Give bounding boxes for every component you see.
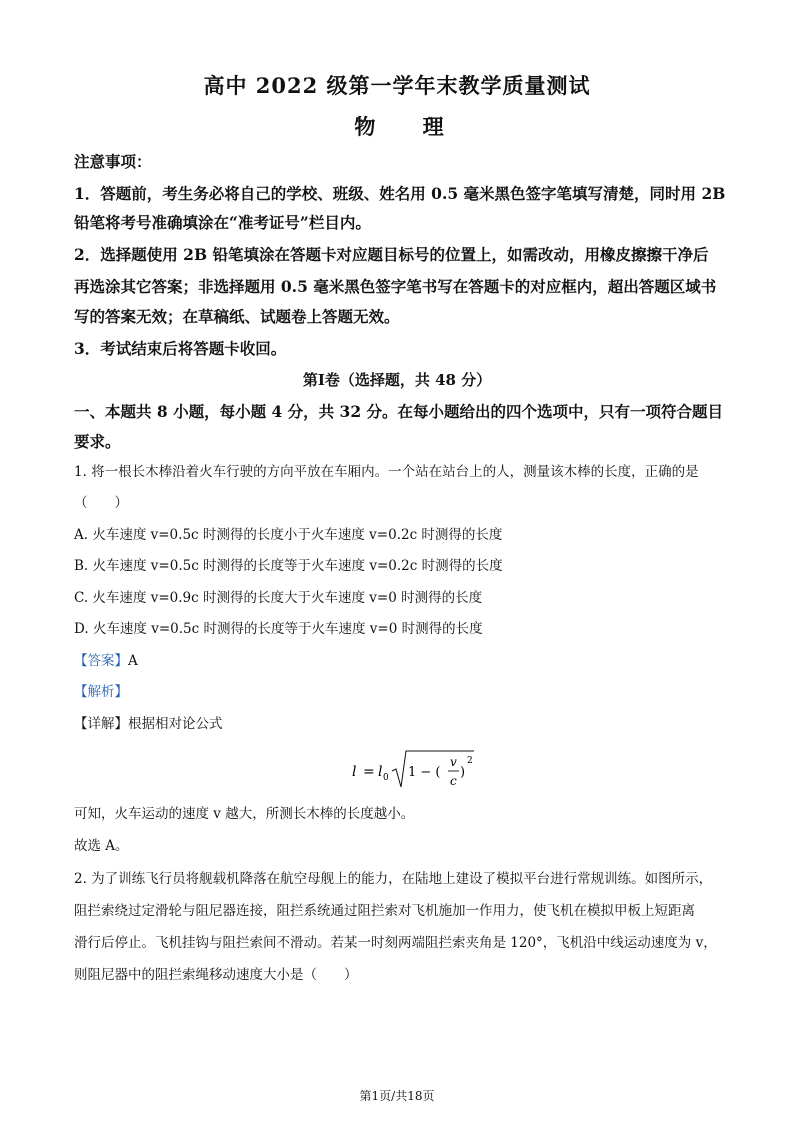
- q1-stem-bracket: （ ）: [74, 495, 128, 511]
- answer-label: 【答案】: [74, 653, 128, 669]
- answer-value: A: [128, 653, 138, 669]
- notes-heading: 注意事项：: [74, 152, 152, 171]
- formula-v: v: [450, 755, 457, 769]
- formula-equals: =: [363, 764, 375, 780]
- q2-line: 2. 为了训练飞行员将舰载机降落在航空母舰上的能力，在陆地上建设了模拟平台进行常规训练。如图所示，: [74, 871, 713, 887]
- page-footer: 第1页/共18页: [359, 1089, 435, 1103]
- q1-answer: [74, 652, 734, 670]
- subject-title: 物 理: [354, 114, 464, 139]
- note-line: 2．选择题使用 2B 铅笔填涂在答题卡对应题目标号的位置上，如需改动，用橡皮擦擦干净后: [74, 245, 709, 264]
- q1-option-a: A. 火车速度 v=0.5c 时测得的长度小于火车速度 v=0.2c 时测得的长度: [74, 527, 503, 543]
- detail-label: 【详解】: [74, 716, 128, 732]
- section-heading: 第Ⅰ卷（选择题，共 48 分）: [302, 371, 492, 389]
- formula-l0: l: [378, 764, 383, 780]
- detail-text: 根据相对论公式: [128, 716, 223, 732]
- q1-option-d: D. 火车速度 v=0.5c 时测得的长度等于火车速度 v=0 时测得的长度: [74, 621, 483, 637]
- formula-square: 2: [467, 756, 473, 766]
- note-line: 再选涂其它答案；非选择题用 0.5 毫米黑色签字笔书写在答题卡的对应框内，超出答题区域书: [74, 277, 717, 296]
- q1-stem: 1. 将一根长木棒沿着火车行驶的方向平放在车厢内。一个站在站台上的人，测量该木棒的长度，正确的是: [74, 464, 699, 480]
- q1-option-c: C. 火车速度 v=0.9c 时测得的长度大于火车速度 v=0 时测得的长度: [74, 590, 483, 606]
- q2-line: 阻拦索绕过定滑轮与阻尼器连接，阻拦系统通过阻拦索对飞机施加一作用力，使飞机在模拟甲板上短距离: [74, 903, 695, 919]
- q1-detail: [74, 715, 734, 733]
- formula-close-paren: ): [460, 765, 466, 780]
- note-line: 铅笔将考号准确填涂在“准考证号”栏目内。: [74, 213, 371, 232]
- formula-one-minus: 1 − (: [408, 765, 441, 780]
- part-intro-line: 要求。: [74, 432, 121, 451]
- note-line: 写的答案无效；在草稿纸、试题卷上答题无效。: [74, 307, 400, 326]
- q2-line: 滑行后停止。飞机挂钩与阻拦索间不滑动。若某一时刻两端阻拦索夹角是 120°，飞机沿中线运动速度为 v，: [74, 935, 717, 951]
- q2-line: 则阻尼器中的阻拦索绳移动速度大小是（ ）: [74, 967, 358, 983]
- analysis-label: 【解析】: [74, 684, 128, 700]
- q1-analysis: [74, 683, 734, 701]
- q1-option-b: B. 火车速度 v=0.5c 时测得的长度等于火车速度 v=0.2c 时测得的长度: [74, 558, 503, 574]
- exam-title: 高中 2022 级第一学年末教学质量测试: [203, 73, 591, 98]
- q1-conclusion: 可知，火车运动的速度 v 越大，所测长木棒的长度越小。: [74, 806, 415, 822]
- formula-subscript-0: 0: [383, 773, 389, 783]
- note-line: 3．考试结束后将答题卡收回。: [74, 339, 287, 358]
- part-intro-line: 一、本题共 8 小题，每小题 4 分，共 32 分。在每小题给出的四个选项中，只有一项符合题目: [74, 402, 724, 421]
- q1-choice: 故选 A。: [74, 838, 129, 854]
- relativity-length-formula: [350, 745, 490, 795]
- formula-c: c: [450, 774, 457, 788]
- note-line: 1．答题前，考生务必将自己的学校、班级、姓名用 0.5 毫米黑色签字笔填写清楚，同时用 2B: [74, 184, 726, 203]
- formula-l: l: [352, 764, 357, 780]
